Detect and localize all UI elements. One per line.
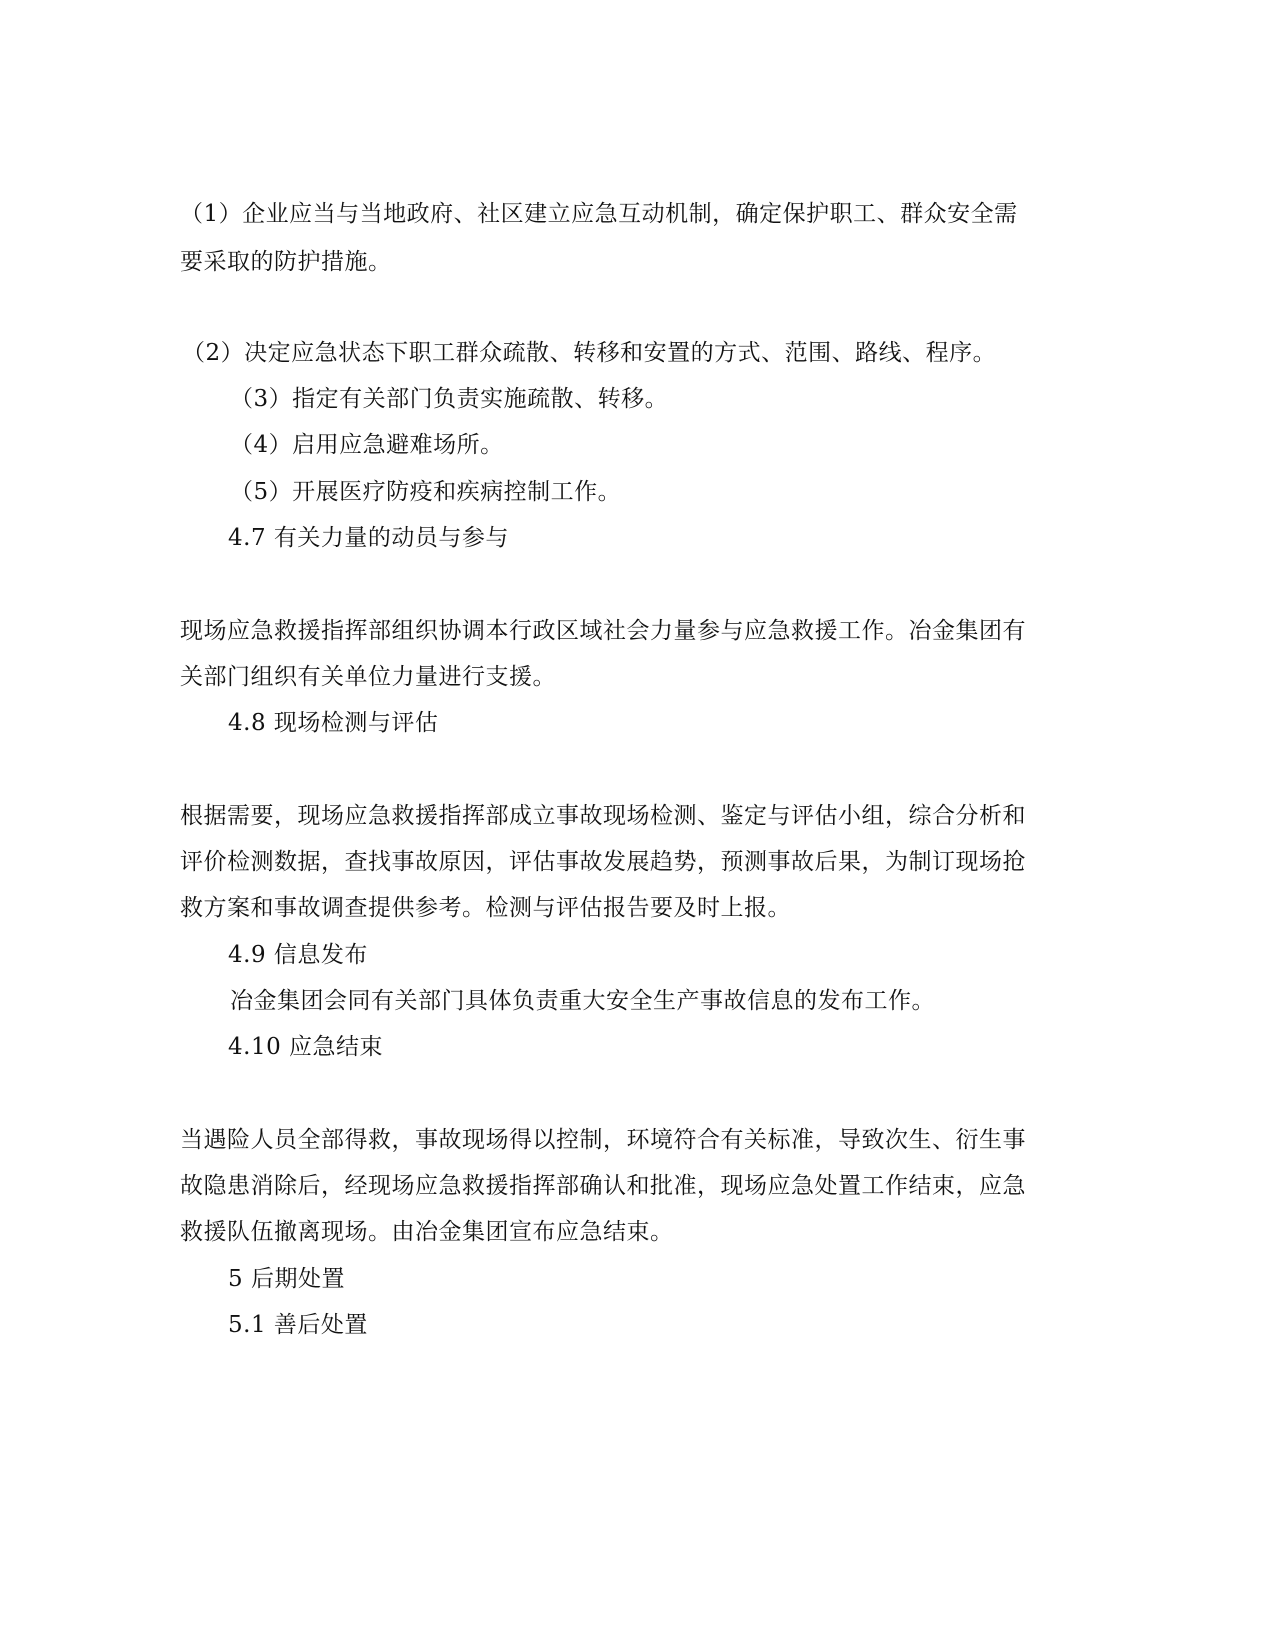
section-heading: 5 后期处置 [228, 1266, 345, 1292]
section-heading: 4.7 有关力量的动员与参与 [228, 525, 509, 551]
paragraph-line: 救援队伍撤离现场。由冶金集团宣布应急结束。 [180, 1219, 674, 1245]
paragraph-line: 关部门组织有关单位力量进行支援。 [180, 664, 556, 690]
paragraph-line: 现场应急救援指挥部组织协调本行政区域社会力量参与应急救援工作。冶金集团有 [180, 618, 1026, 644]
section-heading: 4.10 应急结束 [228, 1034, 384, 1060]
paragraph-line: （1）企业应当与当地政府、社区建立应急互动机制，确定保护职工、群众安全需 [180, 201, 1018, 227]
paragraph-line: （2）决定应急状态下职工群众疏散、转移和安置的方式、范围、路线、程序。 [182, 340, 997, 366]
section-heading: 4.8 现场检测与评估 [228, 710, 439, 736]
list-item: （3）指定有关部门负责实施疏散、转移。 [230, 386, 669, 412]
paragraph-line: 根据需要，现场应急救援指挥部成立事故现场检测、鉴定与评估小组，综合分析和 [180, 803, 1026, 829]
section-heading: 4.9 信息发布 [228, 942, 368, 968]
section-heading: 5.1 善后处置 [228, 1312, 368, 1338]
paragraph-line: 评价检测数据，查找事故原因，评估事故发展趋势，预测事故后果，为制订现场抢 [180, 849, 1026, 875]
paragraph-line: 故隐患消除后，经现场应急救援指挥部确认和批准，现场应急处置工作结束，应急 [180, 1173, 1026, 1199]
paragraph-line: 要采取的防护措施。 [180, 249, 392, 275]
paragraph-line: 冶金集团会同有关部门具体负责重大安全生产事故信息的发布工作。 [230, 988, 935, 1014]
list-item: （4）启用应急避难场所。 [230, 432, 504, 458]
paragraph-line: 当遇险人员全部得救，事故现场得以控制，环境符合有关标准，导致次生、衍生事 [180, 1127, 1026, 1153]
paragraph-line: 救方案和事故调查提供参考。检测与评估报告要及时上报。 [180, 895, 791, 921]
list-item: （5）开展医疗防疫和疾病控制工作。 [230, 479, 622, 505]
